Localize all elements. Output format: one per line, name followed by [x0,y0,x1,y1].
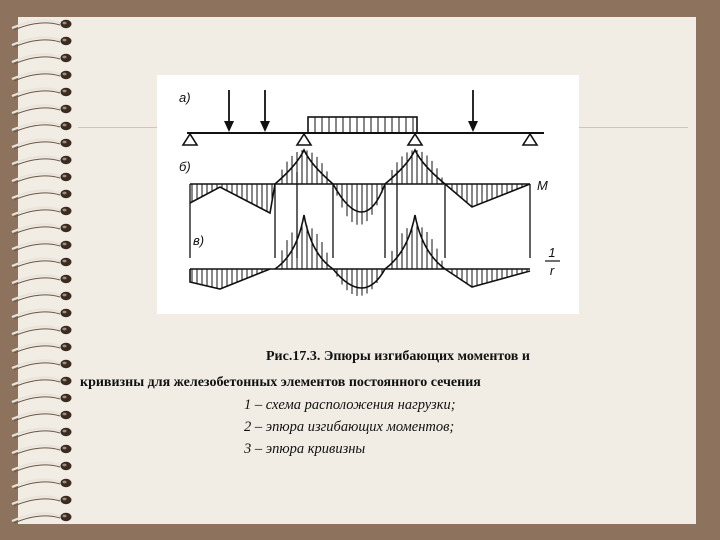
label-b: б) [179,159,191,174]
support-icon [183,134,197,145]
legend-item-3: 3 – эпюра кривизны [244,441,366,457]
spiral-ring [12,292,72,302]
caption-line-1: Рис.17.3. Эпюры изгибающих моментов и [266,349,530,364]
spiral-ring [12,37,72,47]
caption-line-2: кривизны для железобетонных элементов постоянного сечения [80,375,481,390]
spiral-ring [12,309,72,319]
spiral-ring [12,207,72,217]
spiral-ring [12,71,72,81]
spiral-ring [12,105,72,115]
beam-diagram [157,75,579,314]
spiral-ring [12,173,72,183]
figure-caption-title [80,344,700,396]
spiral-ring [12,224,72,234]
distributed-load [308,117,417,133]
spiral-ring [12,496,72,506]
spiral-ring [12,428,72,438]
label-a: а) [179,90,191,105]
spiral-ring [12,122,72,132]
spiral-ring [12,343,72,353]
spiral-ring [12,190,72,200]
distributed-load-hatch [315,117,413,133]
spiral-ring [12,513,72,523]
arrow-icon [224,121,234,132]
spiral-ring [12,20,72,30]
point-loads [224,90,478,132]
label-c: в) [193,233,205,248]
spiral-ring [12,156,72,166]
spiral-ring [12,411,72,421]
spiral-ring [12,479,72,489]
arrow-icon [260,121,270,132]
spiral-ring [12,445,72,455]
spiral-ring [12,377,72,387]
spiral-ring [12,275,72,285]
label-moment: M [537,178,548,193]
legend-item-2: 2 – эпюра изгибающих моментов; [244,419,455,435]
figure-legend [244,394,456,460]
support-icon [408,134,422,145]
spiral-ring [12,326,72,336]
support-icon [297,134,311,145]
spiral-ring [12,54,72,64]
label-curvature-num: 1 [548,245,556,260]
spiral-ring [12,241,72,251]
label-curvature-den: r [549,263,555,278]
curvature-hatch [192,225,527,296]
supports [183,134,537,145]
moment-hatch [192,150,527,225]
spiral-ring [12,258,72,268]
spiral-ring [12,88,72,98]
legend-item-1: 1 – схема расположения нагрузки; [244,397,456,413]
spiral-ring [12,139,72,149]
beam-diagram-figure [157,75,579,314]
spiral-ring [12,360,72,370]
arrow-icon [468,121,478,132]
spiral-ring [12,462,72,472]
spiral-binding [0,0,90,540]
support-icon [523,134,537,145]
spiral-ring [12,394,72,404]
